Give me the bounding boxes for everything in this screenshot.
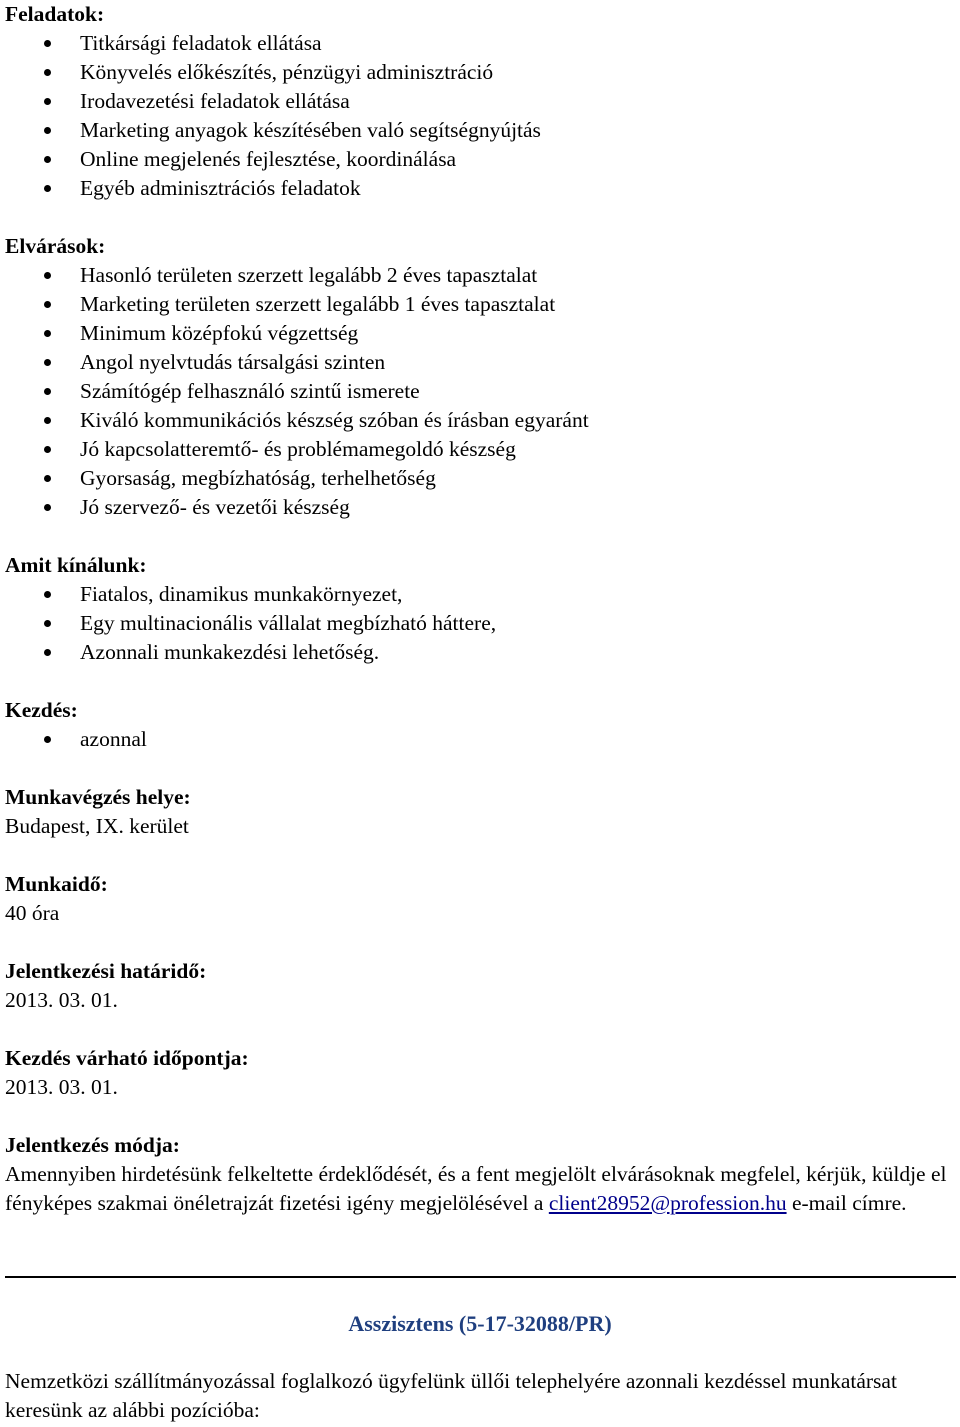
- list-item-text: Könyvelés előkészítés, pénzügyi adminisztráció: [80, 60, 494, 84]
- bullet-icon: [44, 417, 51, 424]
- list-item: [5, 638, 955, 667]
- bullet-icon: [44, 330, 51, 337]
- apply-heading: Jelentkezés módja:: [5, 1133, 180, 1157]
- list-item-text: Gyorsaság, megbízhatóság, terhelhetőség: [80, 466, 436, 490]
- bullet-icon: [44, 504, 51, 511]
- section-divider: [5, 1276, 956, 1278]
- list-item-text: Minimum középfokú végzettség: [80, 321, 359, 345]
- bullet-icon: [44, 359, 51, 366]
- start-list: [5, 725, 955, 754]
- bullet-icon: [44, 591, 51, 598]
- list-item: [5, 319, 955, 348]
- apply-text: [5, 1160, 955, 1218]
- requirements-heading: Elvárások:: [5, 234, 106, 258]
- bullet-icon: [44, 446, 51, 453]
- list-item-text: Jó szervező- és vezetői készség: [80, 495, 350, 519]
- list-item-text: Irodavezetési feladatok ellátása: [80, 89, 350, 113]
- offer-heading: Amit kínálunk:: [5, 553, 147, 577]
- list-item: [5, 348, 955, 377]
- bullet-icon: [44, 98, 51, 105]
- bullet-icon: [44, 620, 51, 627]
- list-item-text: Titkársági feladatok ellátása: [80, 31, 322, 55]
- bullet-icon: [44, 301, 51, 308]
- spacer: [5, 754, 955, 783]
- list-item-text: Jó kapcsolatteremtő- és problémamegoldó készség: [80, 437, 516, 461]
- list-item: [5, 87, 955, 116]
- list-item-text: Marketing területen szerzett legalább 1 éves tapasztalat: [80, 292, 556, 316]
- list-item-text: Hasonló területen szerzett legalább 2 éves tapasztalat: [80, 263, 538, 287]
- bullet-icon: [44, 272, 51, 279]
- deadline-heading: Jelentkezési határidő:: [5, 959, 207, 983]
- list-item-text: azonnal: [80, 727, 147, 751]
- list-item: [5, 493, 955, 522]
- list-item: [5, 464, 955, 493]
- spacer: [5, 522, 955, 551]
- list-item: [5, 116, 955, 145]
- bullet-icon: [44, 127, 51, 134]
- list-item-text: Marketing anyagok készítésében való segítségnyújtás: [80, 118, 541, 142]
- list-item-text: Egy multinacionális vállalat megbízható háttere,: [80, 611, 497, 635]
- bullet-icon: [44, 69, 51, 76]
- list-item: [5, 435, 955, 464]
- spacer: [5, 1102, 955, 1131]
- list-item-text: Angol nyelvtudás társalgási szinten: [80, 350, 386, 374]
- apply-text-before: Amennyiben hirdetésünk felkeltette érdeklődését, és a fent megjelölt elvárásoknak megfelel, kérjük, küldje el fényképes szakmai önéletrajzát fizetési igény megjelölésével a: [5, 1162, 947, 1215]
- bullet-icon: [44, 649, 51, 656]
- spacer: [5, 203, 955, 232]
- hours-heading: Munkaidő:: [5, 872, 108, 896]
- list-item: [5, 580, 955, 609]
- apply-text-after: e-mail címre.: [786, 1191, 907, 1215]
- list-item-text: Fiatalos, dinamikus munkakörnyezet,: [80, 582, 403, 606]
- bullet-icon: [44, 475, 51, 482]
- bullet-icon: [44, 40, 51, 47]
- spacer: [5, 841, 955, 870]
- next-job-title: Asszisztens (5-17-32088/PR): [348, 1311, 612, 1336]
- list-item-text: Számítógép felhasználó szintű ismerete: [80, 379, 420, 403]
- tasks-list: [5, 29, 955, 203]
- spacer: [5, 1015, 955, 1044]
- list-item: [5, 261, 955, 290]
- list-item: [5, 725, 955, 754]
- list-item: [5, 174, 955, 203]
- list-item: [5, 29, 955, 58]
- expected-start-heading: Kezdés várható időpontja:: [5, 1046, 249, 1070]
- hours-value: 40 óra: [5, 901, 60, 925]
- spacer: [5, 667, 955, 696]
- requirements-list: [5, 261, 955, 522]
- list-item: [5, 406, 955, 435]
- list-item: [5, 290, 955, 319]
- spacer: [5, 928, 955, 957]
- list-item: [5, 145, 955, 174]
- workplace-value: Budapest, IX. kerület: [5, 814, 189, 838]
- start-heading: Kezdés:: [5, 698, 78, 722]
- deadline-value: 2013. 03. 01.: [5, 988, 118, 1012]
- workplace-heading: Munkavégzés helye:: [5, 785, 191, 809]
- bullet-icon: [44, 736, 51, 743]
- list-item-text: Egyéb adminisztrációs feladatok: [80, 176, 361, 200]
- list-item: [5, 609, 955, 638]
- list-item: [5, 58, 955, 87]
- bullet-icon: [44, 388, 51, 395]
- next-job-intro: Nemzetközi szállítmányozással foglalkozó ügyfelünk üllői telephelyére azonnali kezdéssel munkatársat keresünk az alábbi pozícióba:: [5, 1369, 897, 1422]
- bullet-icon: [44, 185, 51, 192]
- list-item-text: Kiváló kommunikációs készség szóban és írásban egyaránt: [80, 408, 589, 432]
- list-item: [5, 377, 955, 406]
- expected-start-value: 2013. 03. 01.: [5, 1075, 118, 1099]
- job-posting: [5, 0, 955, 1218]
- email-link[interactable]: client28952@profession.hu: [548, 1191, 787, 1215]
- tasks-heading: Feladatok:: [5, 2, 105, 26]
- list-item-text: Online megjelenés fejlesztése, koordinálása: [80, 147, 457, 171]
- bullet-icon: [44, 156, 51, 163]
- list-item-text: Azonnali munkakezdési lehetőség.: [80, 640, 380, 664]
- offer-list: [5, 580, 955, 667]
